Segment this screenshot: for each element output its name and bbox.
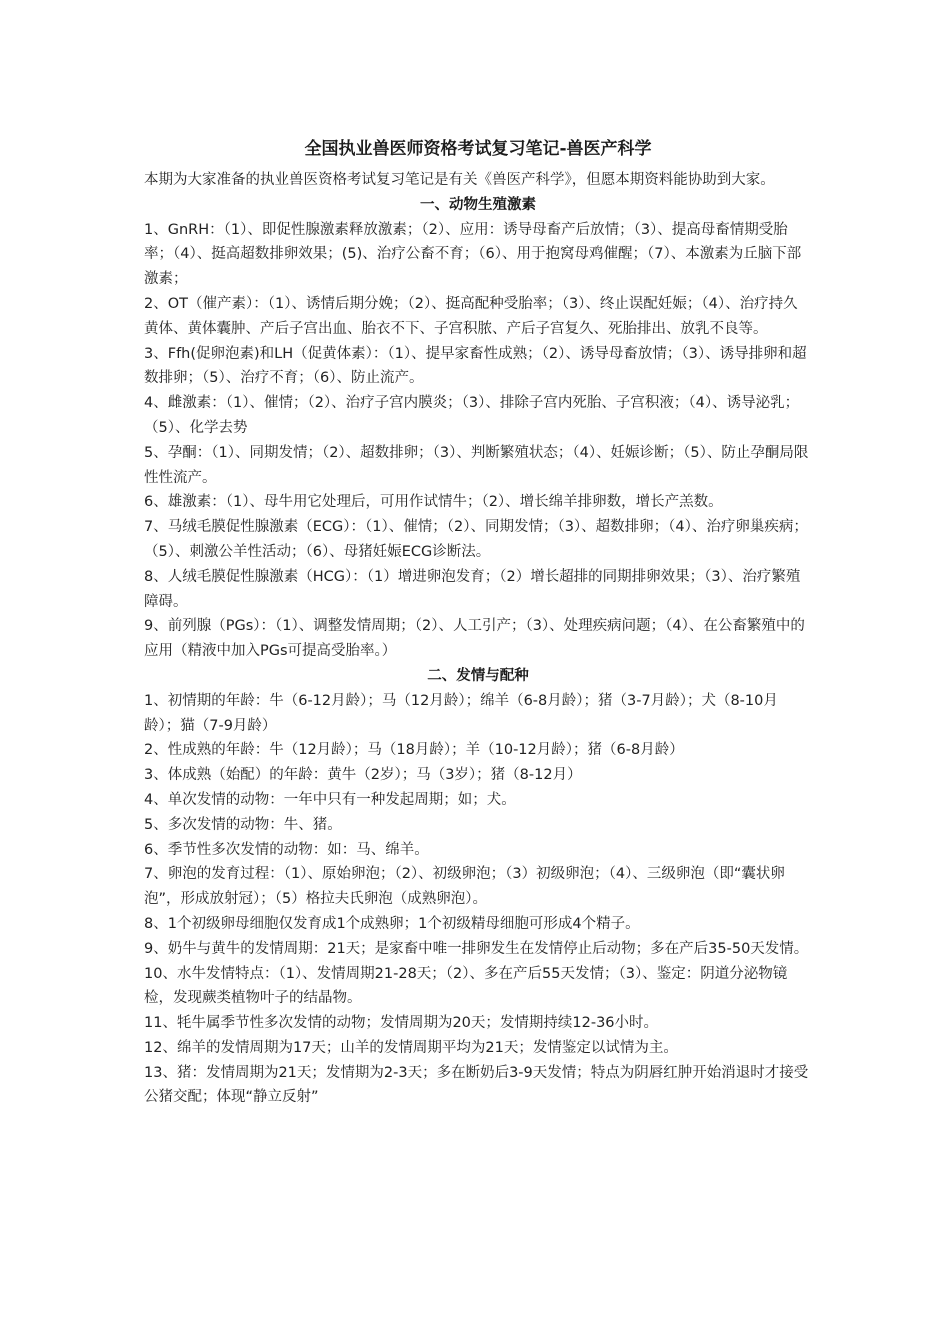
list-item: 3、体成熟（始配）的年龄：黄牛（2岁）；马（3岁）；猪（8-12月）: [144, 767, 582, 784]
list-item: 10、水牛发情特点：（1）、发情周期21-28天；（2）、多在产后55天发情；（3）、鉴定：阴道分泌物镜检，发现蕨类植物叶子的结晶物。: [144, 965, 788, 1007]
section-heading: 二、发情与配种: [427, 667, 529, 684]
list-item: 1、GnRH：（1）、即促性腺激素释放激素；（2）、应用：诱导母畜产后放情；（3）、提高母畜情期受胎率；（4）、挺高超数排卵效果；(5)、治疗公畜不育；（6）、用于抱窝母鸡催醒；（7）、本激素为丘脑下部激素；: [144, 221, 802, 288]
list-item: 8、人绒毛膜促性腺激素（HCG）：（1）增进卵泡发育；（2）增长超排的同期排卵效果；（3）、治疗繁殖障碍。: [144, 568, 801, 610]
list-item: 7、马绒毛膜促性腺激素（ECG）：（1）、催情；（2）、同期发情；（3）、超数排卵；（4）、治疗卵巢疾病；（5）、刺激公羊性活动；（6）、母猪妊娠ECG诊断法。: [144, 519, 808, 560]
list-item: 4、雌激素：（1）、催情；（2）、治疗子宫内膜炎；（3）、排除子宫内死胎、子宫积液；（4）、诱导泌乳；（5）、化学去势: [144, 395, 800, 436]
section-1: [144, 193, 812, 664]
list-item: 6、季节性多次发情的动物：如：马、绵羊。: [144, 841, 429, 858]
list-item: 7、卵泡的发育过程：（1）、原始卵泡；（2）、初级卵泡；（3）初级卵泡；（4）、三级卵泡（即“囊状卵泡”，形成放射冠）；（5）格拉夫氏卵泡（成熟卵泡）。: [144, 866, 785, 908]
section-heading: 一、动物生殖激素: [420, 196, 536, 213]
list-item: 2、性成熟的年龄：牛（12月龄）；马（18月龄）；羊（10-12月龄）；猪（6-8月龄）: [144, 742, 684, 759]
intro-paragraph: 本期为大家准备的执业兽医资格考试复习笔记是有关《兽医产科学》，但愿本期资料能协助到大家。: [144, 172, 775, 188]
list-item: 11、牦牛属季节性多次发情的动物；发情周期为20天；发情期持续12-36小时。: [144, 1015, 659, 1032]
list-item: 3、Ffh(促卵泡素)和LH（促黄体素）：（1）、提早家畜性成熟；（2）、诱导母畜放情；（3）、诱导排卵和超数排卵；（5）、治疗不育；（6）、防止流产。: [144, 345, 807, 387]
document-title: 全国执业兽医师资格考试复习笔记-兽医产科学: [304, 139, 652, 159]
list-item: 1、初情期的年龄：牛（6-12月龄）；马（12月龄）；绵羊（6-8月龄）；猪（3-7月龄）；犬（8-10月龄）；猫（7-9月龄）: [144, 692, 778, 734]
list-item: 2、OT（催产素）：（1）、诱情后期分娩；（2）、挺高配种受胎率；（3）、终止误配妊娠；（4）、治疗持久黄体、黄体囊肿、产后子宫出血、胎衣不下、子宫积脓、产后子宫复久、死胎排出、放乳不良等。: [144, 295, 798, 337]
list-item: 8、1个初级卵母细胞仅发育成1个成熟卵；1个初级精母细胞可形成4个精子。: [144, 915, 640, 932]
document-intro: [144, 168, 812, 193]
list-item: 4、单次发情的动物：一年中只有一种发起周期；如；犬。: [144, 791, 516, 808]
list-item: 6、雄激素：（1）、母牛用它处理后，可用作试情牛；（2）、增长绵羊排卵数，增长产羔数。: [144, 494, 723, 511]
document-page: [144, 136, 812, 1110]
list-item: 12、绵羊的发情周期为17天；山羊的发情周期平均为21天；发情鉴定以试情为主。: [144, 1039, 678, 1056]
list-item: 13、猪：发情周期为21天；发情期为2-3天；多在断奶后3-9天发情；特点为阴唇红肿开始消退时才接受公猪交配；体现“静立反射”: [144, 1064, 809, 1106]
list-item: 9、奶牛与黄牛的发情周期：21天；是家畜中唯一排卵发生在发情停止后动物；多在产后35-50天发情。: [144, 940, 809, 957]
list-item: 9、前列腺（PGs）：（1）、调整发情周期；（2）、人工引产；（3）、处理疾病问题；（4）、在公畜繁殖中的应用（精液中加入PGs可提高受胎率。）: [144, 618, 805, 660]
section-2: [144, 664, 812, 1110]
list-item: 5、多次发情的动物：牛、猪。: [144, 816, 342, 833]
document-sections: [144, 193, 812, 1110]
list-item: 5、孕酮：（1）、同期发情；（2）、超数排卵；（3）、判断繁殖状态；（4）、妊娠诊断；（5）、防止孕酮局限性性流产。: [144, 444, 809, 486]
